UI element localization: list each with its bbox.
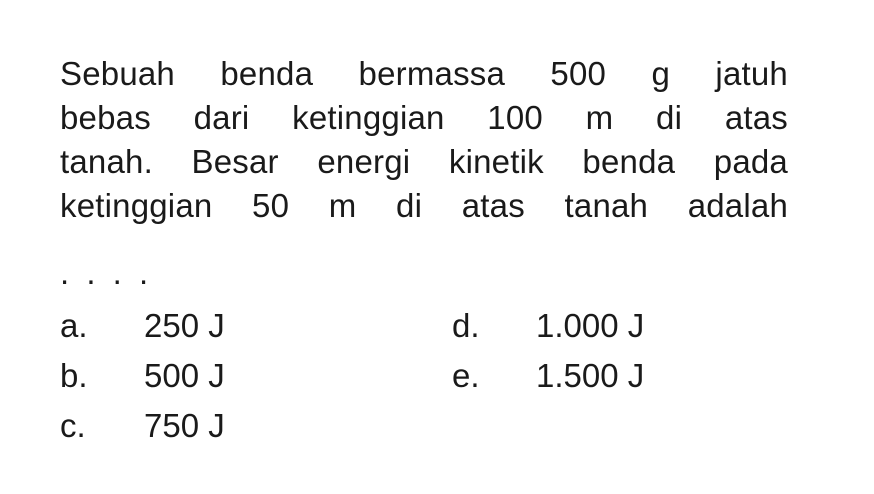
option-c[interactable]: [60, 406, 225, 446]
option-d[interactable]: [452, 306, 644, 346]
option-c-letter: c.: [60, 407, 86, 444]
question-ellipsis: . . . .: [60, 254, 153, 291]
option-a-value: 250 J: [144, 307, 225, 344]
option-b[interactable]: [60, 356, 225, 396]
option-b-letter: b.: [60, 357, 88, 394]
option-a[interactable]: [60, 306, 225, 346]
question-line-2: bebas dari ketinggian 100 m di atas: [60, 99, 788, 136]
option-c-value: 750 J: [144, 407, 225, 444]
option-d-value: 1.000 J: [536, 307, 645, 344]
option-e-value: 1.500 J: [536, 357, 645, 394]
option-b-value: 500 J: [144, 357, 225, 394]
option-a-letter: a.: [60, 307, 88, 344]
question-line-4: ketinggian 50 m di atas tanah adalah: [60, 187, 788, 224]
option-e-letter: e.: [452, 357, 480, 394]
question-line-3: tanah. Besar energi kinetik benda pada: [60, 143, 788, 180]
question-text: [60, 52, 788, 228]
option-d-letter: d.: [452, 307, 480, 344]
question-line-1: Sebuah benda bermassa 500 g jatuh: [60, 55, 788, 92]
option-e[interactable]: [452, 356, 644, 396]
